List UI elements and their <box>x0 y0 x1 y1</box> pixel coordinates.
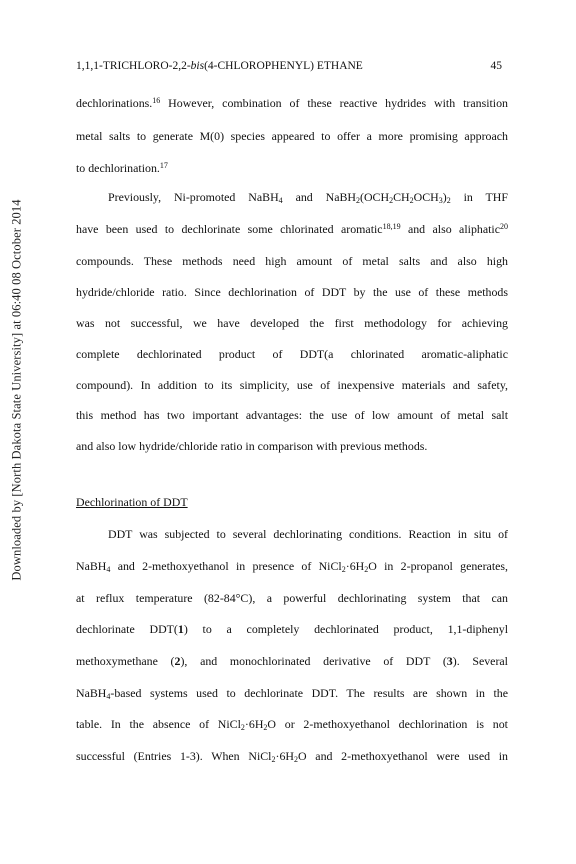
text-line: successful (Entries 1-3). When $NiCl_2\cdot 6H_2O$ and 2-methoxyethanol were used in <box>76 749 509 764</box>
text-line: NaBH$_4$-based systems used to dechlorinate DDT. The results are shown in the <box>76 686 508 701</box>
text-line: at reflux temperature (82-84°C), a powerful dechlorinating system that can <box>76 591 508 605</box>
text-line: metal salts to generate M(0) species appeared to offer a more promising approach <box>76 129 508 143</box>
page-number: 45 <box>490 60 502 72</box>
text-line: Previously, Ni-promoted NaBH$_4$ and $NaBH_2(OCH_2CH_2OCH_3)_2$ in THF <box>108 190 508 205</box>
text-line: compound). In addition to its simplicity, use of inexpensive materials and safety, <box>76 378 508 392</box>
text-line: complete dechlorinated product of DDT(a chlorinated aromatic-aliphatic <box>76 347 508 361</box>
running-header <box>76 60 502 78</box>
text-line: DDT was subjected to several dechlorinating conditions. Reaction in situ of <box>108 527 508 541</box>
running-title: 1,1,1-TRICHLORO-2,2-bis(4-CHLOROPHENYL) ETHANE <box>76 60 363 72</box>
text-line: table. In the absence of $NiCl_2\cdot 6H_2O$ or 2-methoxyethanol dechlorination is not <box>76 717 508 732</box>
download-notice: Downloaded by [North Dakota State University] at 06:40 08 October 2014 <box>9 199 24 581</box>
text-line: dechlorinate DDT(1) to a completely dechlorinated product, 1,1-diphenyl <box>76 622 509 636</box>
text-line: this method has two important advantages: the use of low amount of metal salt <box>76 408 508 422</box>
section-heading: Dechlorination of DDT <box>76 495 188 509</box>
text-line: hydride/chloride ratio. Since dechlorination of DDT by the use of these methods <box>76 285 508 299</box>
download-sidebar <box>2 130 32 650</box>
text-line: compounds. These methods need high amount of metal salts and also high <box>76 254 508 268</box>
text-line: dechlorinations.$^{16}$ However, combination of these reactive hydrides with transition <box>76 96 508 110</box>
text-line: was not successful, we have developed the first methodology for achieving <box>76 316 508 330</box>
text-line: methoxymethane (2), and monochlorinated derivative of DDT (3). Several <box>76 654 508 668</box>
text-line: to dechlorination.$^{17}$ <box>76 161 168 175</box>
text-line: have been used to dechlorinate some chlorinated aromatic$^{18,19}$ and also aliphatic$^{20}$ <box>76 222 508 236</box>
text-line: and also low hydride/chloride ratio in comparison with previous methods. <box>76 439 428 453</box>
text-line: NaBH$_4$ and 2-methoxyethanol in presence of $NiCl_2\cdot 6H_2O$ in 2-propanol generates, <box>76 559 508 574</box>
